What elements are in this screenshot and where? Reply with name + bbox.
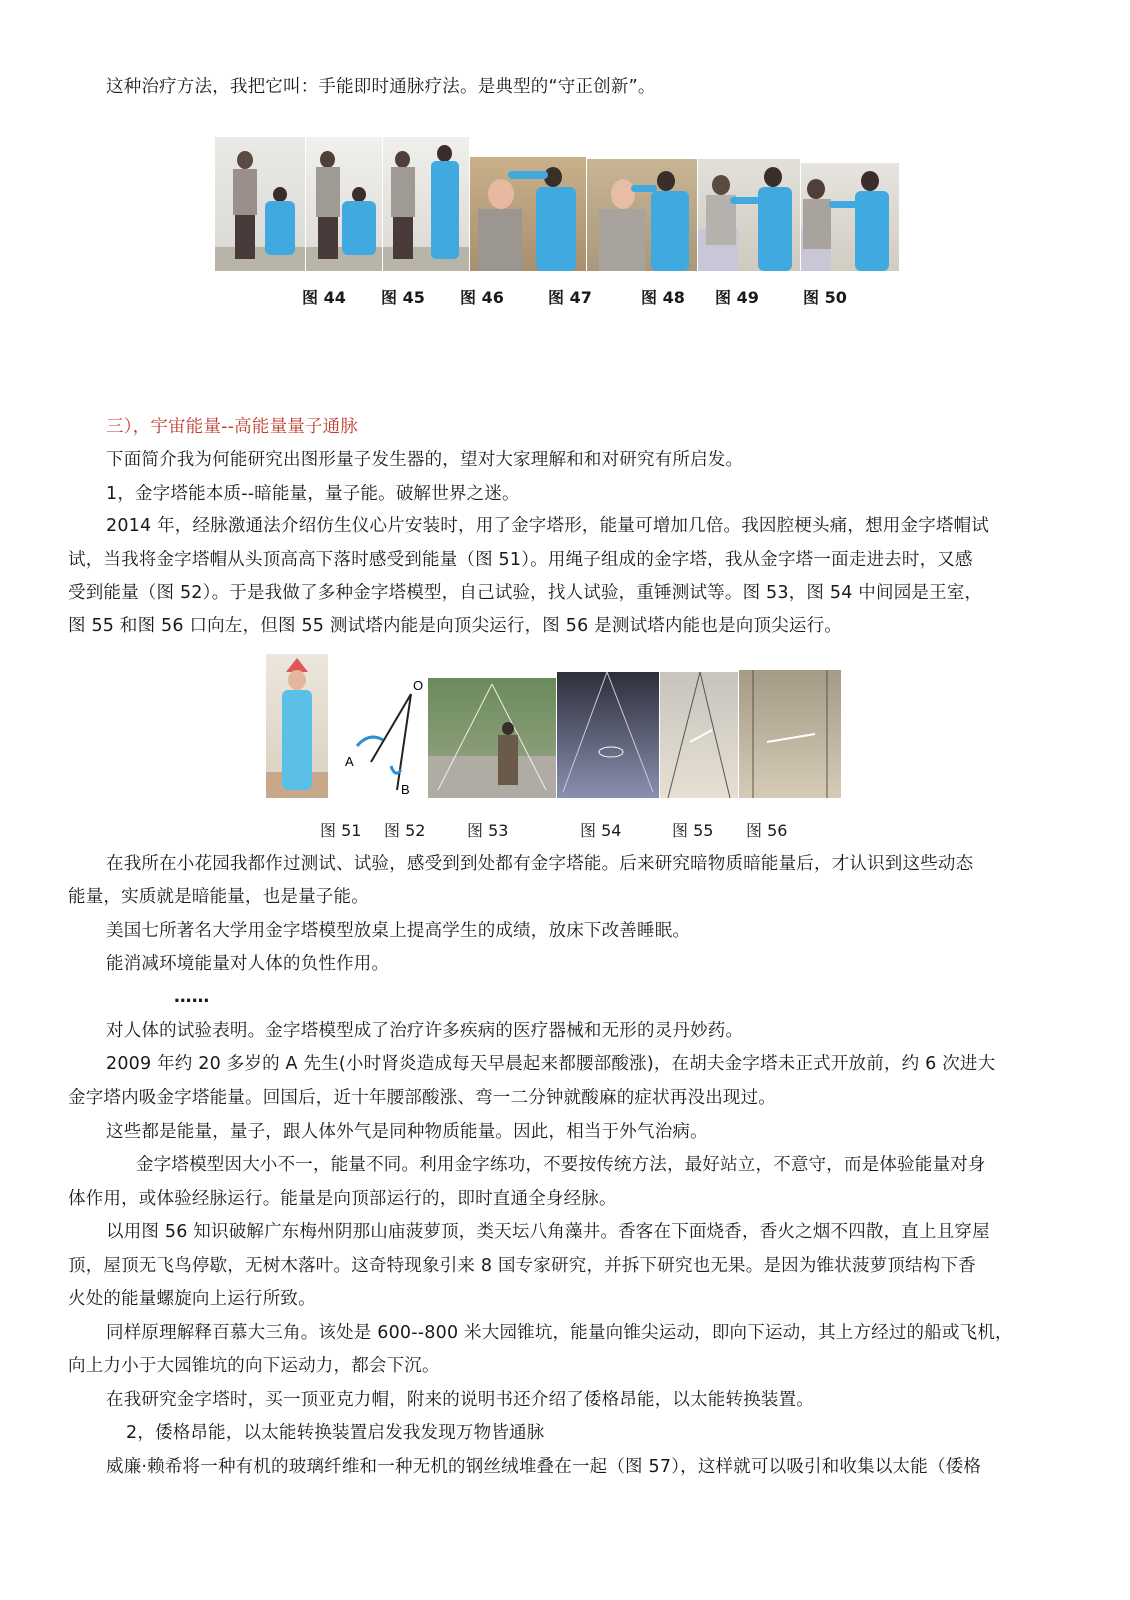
paragraph-12-line-1: 同样原理解释百慕大三角。该处是 600--800 米大园锥坑，能量向锥尖运动，即向下运动，其上方经过的船或飞机， [106,1323,1013,1343]
paragraph-7: 对人体的试验表明。金字塔模型成了治疗许多疾病的医疗器械和无形的灵丹妙药。 [106,1021,744,1041]
ellipsis: …… [174,987,210,1007]
paragraph-12-line-2: 向上力小于大园锥坑的向下运动力，都会下沉。 [68,1356,440,1376]
paragraph-8-line-1: 2009 年约 20 多岁的 A 先生(小时肾炎造成每天早晨起来都腰部酸涨)，在胡夫金字塔未正式开放前，约 6 次进大 [106,1054,996,1074]
figure-52-diagram [329,654,427,798]
caption-fig-50: 图 50 [803,288,847,307]
caption-fig-53: 图 53 [467,821,509,840]
figure-captions-row-2 [0,818,1130,840]
figure-captions-row-1 [0,285,1130,307]
figure-49-photo [698,159,800,271]
caption-fig-45: 图 45 [381,288,425,307]
caption-fig-55: 图 55 [672,821,714,840]
paragraph-9: 这些都是能量，量子，跟人体外气是同种物质能量。因此，相当于外气治病。 [106,1122,708,1142]
diagram-label-b: B [401,782,410,797]
figure-50-photo [801,163,899,271]
paragraph-3-line-2: 试，当我将金字塔帽从头顶高高下落时感受到能量（图 51）。用绳子组成的金字塔，我从金字塔一面走进去时，又感 [68,550,973,570]
photo-strip-1 [215,137,900,271]
paragraph-1: 下面简介我为何能研究出图形量子发生器的，望对大家理解和和对研究有所启发。 [106,450,744,470]
caption-fig-54: 图 54 [580,821,622,840]
caption-fig-46: 图 46 [460,288,504,307]
figure-54-photo [557,672,659,798]
section-heading: 三），宇宙能量--高能量量子通脉 [106,417,359,437]
paragraph-14: 威廉·赖希将一种有机的玻璃纤维和一种无机的钢丝绒堆叠在一起（图 57），这样就可以吸引和收集以太能（倭格 [106,1457,982,1477]
paragraph-2: 1，金字塔能本质--暗能量，量子能。破解世界之迷。 [106,484,520,504]
paragraph-3-line-4: 图 55 和图 56 口向左，但图 55 测试塔内能是向顶尖运行，图 56 是测试塔内能也是向顶尖运行。 [68,616,842,636]
subheading-2: 2，倭格昂能，以太能转换装置启发我发现万物皆通脉 [126,1423,545,1443]
figure-56-photo [739,670,841,798]
paragraph-11-line-2: 顶，屋顶无飞鸟停歇，无树木落叶。这奇特现象引来 8 国专家研究，并拆下研究也无果。是因为锥状菠萝顶结构下香 [68,1256,976,1276]
intro-line: 这种治疗方法，我把它叫：手能即时通脉疗法。是典型的“守正创新”。 [106,77,656,97]
figure-44-photo [215,137,305,271]
caption-fig-52: 图 52 [384,821,426,840]
paragraph-11-line-3: 火处的能量螺旋向上运行所致。 [68,1289,316,1309]
paragraph-13: 在我研究金字塔时，买一顶亚克力帽，附来的说明书还介绍了倭格昂能，以太能转换装置。 [106,1390,814,1410]
diagram-label-o: O [413,678,424,693]
caption-fig-49: 图 49 [715,288,759,307]
diagram-label-a: A [345,754,354,769]
paragraph-3-line-1: 2014 年，经脉激通法介绍仿生仪心片安装时，用了金字塔形，能量可增加几倍。我因腔梗头痛，想用金字塔帽试 [106,516,989,536]
paragraph-10-line-2: 体作用，或体验经脉运行。能量是向顶部运行的，即时直通全身经脉。 [68,1189,617,1209]
figure-46-photo [383,137,469,271]
paragraph-11-line-1: 以用图 56 知识破解广东梅州阴那山庙菠萝顶，类天坛八角藻井。香客在下面烧香，香火之烟不四散，直上且穿屋 [106,1222,990,1242]
caption-fig-56: 图 56 [746,821,788,840]
paragraph-10-line-1: 金字塔模型因大小不一，能量不同。利用金字练功，不要按传统方法，最好站立，不意守，而是体验能量对身 [136,1155,986,1175]
caption-fig-48: 图 48 [641,288,685,307]
figure-45-photo [306,137,382,271]
caption-fig-44: 图 44 [302,288,346,307]
paragraph-6: 能消减环境能量对人体的负性作用。 [106,954,390,974]
paragraph-5: 美国七所著名大学用金字塔模型放桌上提高学生的成绩，放床下改善睡眠。 [106,921,691,941]
caption-fig-51: 图 51 [320,821,362,840]
paragraph-4-line-1: 在我所在小花园我都作过测试、试验，感受到到处都有金字塔能。后来研究暗物质暗能量后，才认识到这些动态 [106,854,974,874]
caption-fig-47: 图 47 [548,288,592,307]
photo-strip-2 [266,654,842,798]
paragraph-4-line-2: 能量，实质就是暗能量，也是量子能。 [68,887,369,907]
paragraph-8-line-2: 金字塔内吸金字塔能量。回国后，近十年腰部酸涨、弯一二分钟就酸麻的症状再没出现过。 [68,1088,776,1108]
figure-47-photo [470,157,586,271]
figure-55-photo [660,672,738,798]
figure-53-photo [428,678,556,798]
paragraph-3-line-3: 受到能量（图 52）。于是我做了多种金字塔模型，自己试验，找人试验，重锤测试等。图 53，图 54 中间园是王室， [68,583,983,603]
figure-48-photo [587,159,697,271]
figure-51-photo [266,654,328,798]
